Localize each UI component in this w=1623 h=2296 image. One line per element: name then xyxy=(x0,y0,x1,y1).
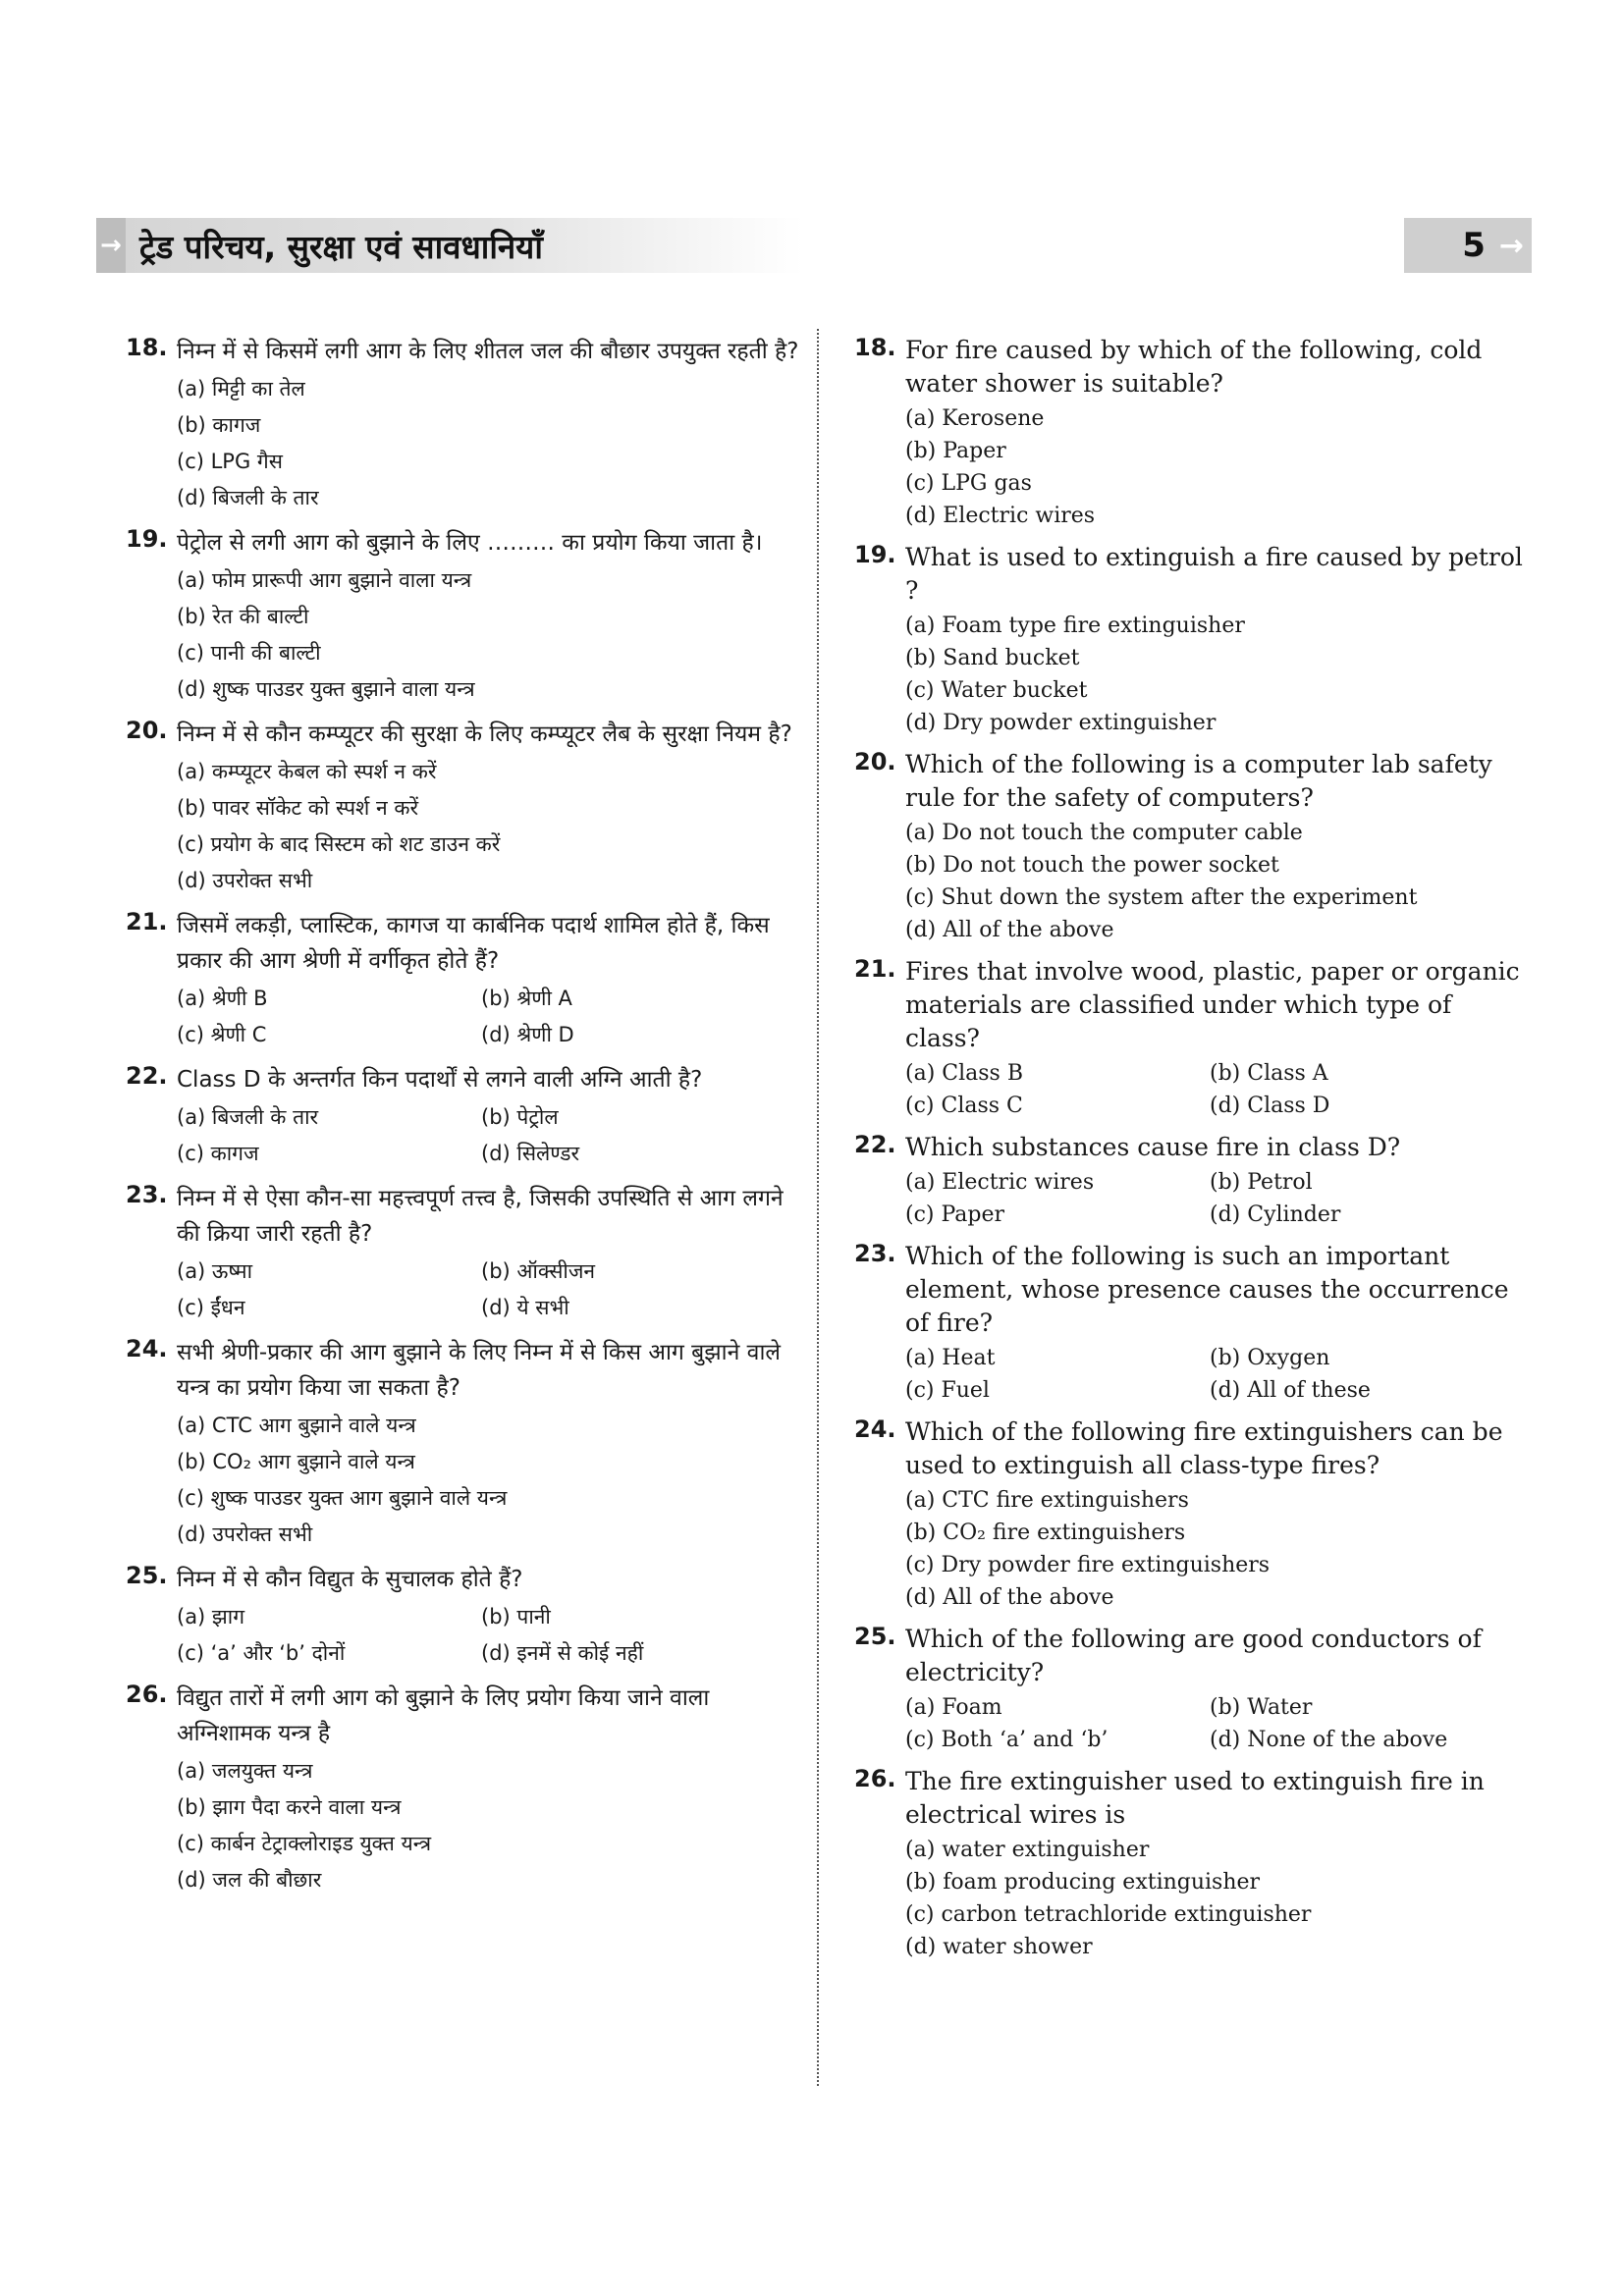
answer-option: (b) Do not touch the power socket xyxy=(905,853,1279,878)
answer-option: (a) ऊष्मा xyxy=(177,1259,253,1283)
question-item xyxy=(126,1181,803,1326)
question-number: 25. xyxy=(126,1562,168,1589)
answer-option: (c) Dry powder fire extinguishers xyxy=(905,1553,1271,1577)
question-text: Which of the following is a computer lab safety rule for the safety of computers? xyxy=(905,750,1492,812)
answer-options xyxy=(177,1599,803,1672)
answer-option: (c) carbon tetrachloride extinguisher xyxy=(905,1902,1312,1927)
answer-option: (c) LPG गैस xyxy=(177,450,283,473)
answer-option: (b) Oxygen xyxy=(1210,1346,1330,1370)
answer-option: (b) foam producing extinguisher xyxy=(905,1870,1261,1895)
answer-option: (d) उपरोक्त सभी xyxy=(177,869,313,892)
question-item xyxy=(126,908,803,1053)
answer-option: (a) Kerosene xyxy=(905,406,1045,431)
answer-options xyxy=(905,1834,1532,1963)
question-number: 20. xyxy=(854,748,896,775)
answer-option: (b) Petrol xyxy=(1210,1170,1313,1195)
question-text: What is used to extinguish a fire caused by petrol ? xyxy=(905,543,1523,605)
answer-option: (a) झाग xyxy=(177,1605,245,1629)
column-divider xyxy=(817,329,819,2086)
answer-option: (a) water extinguisher xyxy=(905,1838,1150,1862)
answer-option: (b) CO₂ fire extinguishers xyxy=(905,1521,1186,1545)
answer-option: (c) प्रयोग के बाद सिस्टम को शट डाउन करें xyxy=(177,832,501,856)
answer-option: (c) ईंधन xyxy=(177,1296,245,1319)
answer-option: (c) Shut down the system after the experiment xyxy=(905,885,1418,910)
answer-option: (a) फोम प्रारूपी आग बुझाने वाला यन्त्र xyxy=(177,568,472,592)
answer-option: (b) पानी xyxy=(481,1605,551,1629)
question-number: 23. xyxy=(854,1240,896,1267)
answer-options xyxy=(905,1342,1532,1407)
answer-option: (b) पावर सॉकेट को स्पर्श न करें xyxy=(177,796,419,820)
question-item xyxy=(854,748,1532,946)
question-text: For fire caused by which of the following, cold water shower is suitable? xyxy=(905,336,1483,398)
answer-option: (b) श्रेणी A xyxy=(481,987,572,1010)
answer-option: (a) Heat xyxy=(905,1346,996,1370)
answer-options xyxy=(177,562,803,708)
question-text: पेट्रोल से लगी आग को बुझाने के लिए ……… का प्रयोग किया जाता है। xyxy=(177,530,763,556)
question-number: 18. xyxy=(854,334,896,361)
answer-option: (d) Dry powder extinguisher xyxy=(905,711,1217,735)
answer-option: (b) Paper xyxy=(905,439,1006,463)
answer-options xyxy=(905,1166,1532,1231)
english-questions-column xyxy=(854,334,1532,1972)
answer-option: (d) उपरोक्त सभी xyxy=(177,1522,313,1546)
question-item xyxy=(126,525,803,708)
answer-option: (a) Foam xyxy=(905,1695,1002,1720)
answer-option: (d) ये सभी xyxy=(481,1296,569,1319)
answer-option: (a) CTC आग बुझाने वाले यन्त्र xyxy=(177,1414,416,1437)
question-item xyxy=(126,1062,803,1172)
chapter-title: ट्रेड परिचय, सुरक्षा एवं सावधानियाँ xyxy=(139,227,543,266)
question-number: 26. xyxy=(126,1681,168,1708)
answer-option: (b) ऑक्सीजन xyxy=(481,1259,596,1283)
answer-options xyxy=(905,1691,1532,1756)
question-item xyxy=(126,1681,803,1898)
answer-option: (b) Water xyxy=(1210,1695,1313,1720)
page-number: 5 xyxy=(1462,226,1486,265)
page-number-box xyxy=(1404,218,1532,273)
question-text: जिसमें लकड़ी, प्लास्टिक, कागज या कार्बनिक पदार्थ शामिल होते हैं, किस प्रकार की आग श्रेणी में वर्गीकृत होते हैं? xyxy=(177,913,770,974)
question-text: विद्युत तारों में लगी आग को बुझाने के लिए प्रयोग किया जाने वाला अग्निशामक यन्त्र है xyxy=(177,1685,710,1746)
question-number: 19. xyxy=(126,525,168,553)
answer-option: (a) Class B xyxy=(905,1061,1024,1086)
answer-options xyxy=(905,610,1532,739)
answer-option: (c) कागज xyxy=(177,1142,259,1165)
answer-options xyxy=(905,1484,1532,1614)
question-text: निम्न में से कौन कम्प्यूटर की सुरक्षा के लिए कम्प्यूटर लैब के सुरक्षा नियम है? xyxy=(177,721,792,747)
answer-option: (b) रेत की बाल्टी xyxy=(177,605,309,628)
question-number: 19. xyxy=(854,541,896,568)
answer-option: (d) बिजली के तार xyxy=(177,486,319,509)
answer-option: (d) All of these xyxy=(1210,1378,1371,1403)
answer-option: (d) water shower xyxy=(905,1935,1093,1959)
answer-options xyxy=(905,1057,1532,1122)
question-item xyxy=(126,717,803,899)
question-text: Which of the following fire extinguishers can be used to extinguish all class-type fires? xyxy=(905,1417,1503,1479)
answer-option: (c) Water bucket xyxy=(905,678,1088,703)
question-text: Which of the following are good conductors of electricity? xyxy=(905,1625,1482,1686)
answer-option: (a) मिट्टी का तेल xyxy=(177,377,305,400)
answer-options xyxy=(177,1753,803,1898)
answer-option: (a) श्रेणी B xyxy=(177,987,268,1010)
answer-option: (d) None of the above xyxy=(1210,1728,1448,1752)
answer-options xyxy=(177,371,803,516)
answer-options xyxy=(177,1099,803,1172)
question-number: 24. xyxy=(126,1335,168,1362)
hindi-questions-column xyxy=(126,334,803,1907)
question-number: 24. xyxy=(854,1415,896,1443)
question-text: निम्न में से कौन विद्युत के सुचालक होते हैं? xyxy=(177,1567,523,1592)
question-item xyxy=(126,1562,803,1672)
answer-option: (c) पानी की बाल्टी xyxy=(177,641,321,665)
question-text: Which substances cause fire in class D? xyxy=(905,1133,1401,1161)
answer-option: (d) जल की बौछार xyxy=(177,1868,322,1892)
answer-options xyxy=(177,754,803,899)
answer-option: (d) All of the above xyxy=(905,918,1114,942)
arrow-right-icon: → xyxy=(1498,228,1524,263)
question-item xyxy=(854,955,1532,1122)
arrow-right-icon: → xyxy=(96,218,126,273)
question-item xyxy=(854,1240,1532,1407)
answer-option: (d) सिलेण्डर xyxy=(481,1142,580,1165)
answer-option: (c) Paper xyxy=(905,1202,1005,1227)
answer-options xyxy=(177,1408,803,1553)
answer-option: (a) Do not touch the computer cable xyxy=(905,821,1303,845)
question-number: 21. xyxy=(854,955,896,983)
answer-option: (a) कम्प्यूटर केबल को स्पर्श न करें xyxy=(177,760,437,783)
answer-options xyxy=(905,817,1532,946)
question-number: 25. xyxy=(854,1623,896,1650)
question-item xyxy=(854,334,1532,532)
answer-option: (c) Class C xyxy=(905,1094,1023,1118)
question-text: Class D के अन्तर्गत किन पदार्थों से लगने वाली अग्नि आती है? xyxy=(177,1067,703,1093)
question-number: 22. xyxy=(854,1131,896,1158)
question-item xyxy=(854,1623,1532,1756)
answer-option: (c) Fuel xyxy=(905,1378,990,1403)
answer-option: (b) झाग पैदा करने वाला यन्त्र xyxy=(177,1795,402,1819)
question-text: निम्न में से ऐसा कौन-सा महत्त्वपूर्ण तत्त्व है, जिसकी उपस्थिति से आग लगने की क्रिया जारी रहती है? xyxy=(177,1186,784,1247)
answer-option: (b) CO₂ आग बुझाने वाले यन्त्र xyxy=(177,1450,415,1473)
answer-option: (d) Class D xyxy=(1210,1094,1330,1118)
question-text: The fire extinguisher used to extinguish fire in electrical wires is xyxy=(905,1767,1485,1829)
answer-option: (b) पेट्रोल xyxy=(481,1105,559,1129)
answer-option: (a) Electric wires xyxy=(905,1170,1095,1195)
answer-option: (c) LPG gas xyxy=(905,471,1032,496)
answer-option: (d) शुष्क पाउडर युक्त बुझाने वाला यन्त्र xyxy=(177,677,475,701)
answer-option: (d) श्रेणी D xyxy=(481,1023,574,1046)
question-number: 18. xyxy=(126,334,168,361)
answer-option: (c) कार्बन टेट्राक्लोराइड युक्त यन्त्र xyxy=(177,1832,432,1855)
answer-option: (b) Sand bucket xyxy=(905,646,1080,670)
question-text: निम्न में से किसमें लगी आग के लिए शीतल जल की बौछार उपयुक्त रहती है? xyxy=(177,339,799,364)
question-item xyxy=(126,334,803,516)
question-text: Which of the following is such an important element, whose presence causes the occurrence of fire? xyxy=(905,1242,1509,1337)
question-number: 22. xyxy=(126,1062,168,1090)
answer-options xyxy=(177,981,803,1053)
answer-option: (d) इनमें से कोई नहीं xyxy=(481,1641,644,1665)
answer-option: (a) बिजली के तार xyxy=(177,1105,319,1129)
answer-options xyxy=(177,1254,803,1326)
answer-option: (d) Cylinder xyxy=(1210,1202,1341,1227)
answer-option: (a) जलयुक्त यन्त्र xyxy=(177,1759,313,1783)
question-text: Fires that involve wood, plastic, paper or organic materials are classified under which type of class? xyxy=(905,957,1520,1052)
question-item xyxy=(854,1131,1532,1231)
answer-option: (d) All of the above xyxy=(905,1585,1114,1610)
question-number: 21. xyxy=(126,908,168,935)
question-number: 20. xyxy=(126,717,168,744)
answer-option: (a) Foam type fire extinguisher xyxy=(905,614,1245,638)
question-item xyxy=(854,1765,1532,1963)
question-item xyxy=(126,1335,803,1553)
answer-option: (b) कागज xyxy=(177,413,261,437)
answer-option: (b) Class A xyxy=(1210,1061,1328,1086)
answer-option: (c) श्रेणी C xyxy=(177,1023,267,1046)
answer-option: (c) ‘a’ और ‘b’ दोनों xyxy=(177,1641,346,1665)
answer-option: (c) शुष्क पाउडर युक्त आग बुझाने वाले यन्त्र xyxy=(177,1486,508,1510)
answer-option: (d) Electric wires xyxy=(905,504,1096,528)
question-number: 26. xyxy=(854,1765,896,1792)
question-item xyxy=(854,1415,1532,1614)
question-item xyxy=(854,541,1532,739)
answer-option: (c) Both ‘a’ and ‘b’ xyxy=(905,1728,1109,1752)
question-text: सभी श्रेणी-प्रकार की आग बुझाने के लिए निम्न में से किस आग बुझाने वाले यन्त्र का प्रयोग किया जा सकता है? xyxy=(177,1340,782,1401)
answer-options xyxy=(905,402,1532,532)
answer-option: (a) CTC fire extinguishers xyxy=(905,1488,1189,1513)
chapter-header xyxy=(96,218,803,273)
question-number: 23. xyxy=(126,1181,168,1208)
